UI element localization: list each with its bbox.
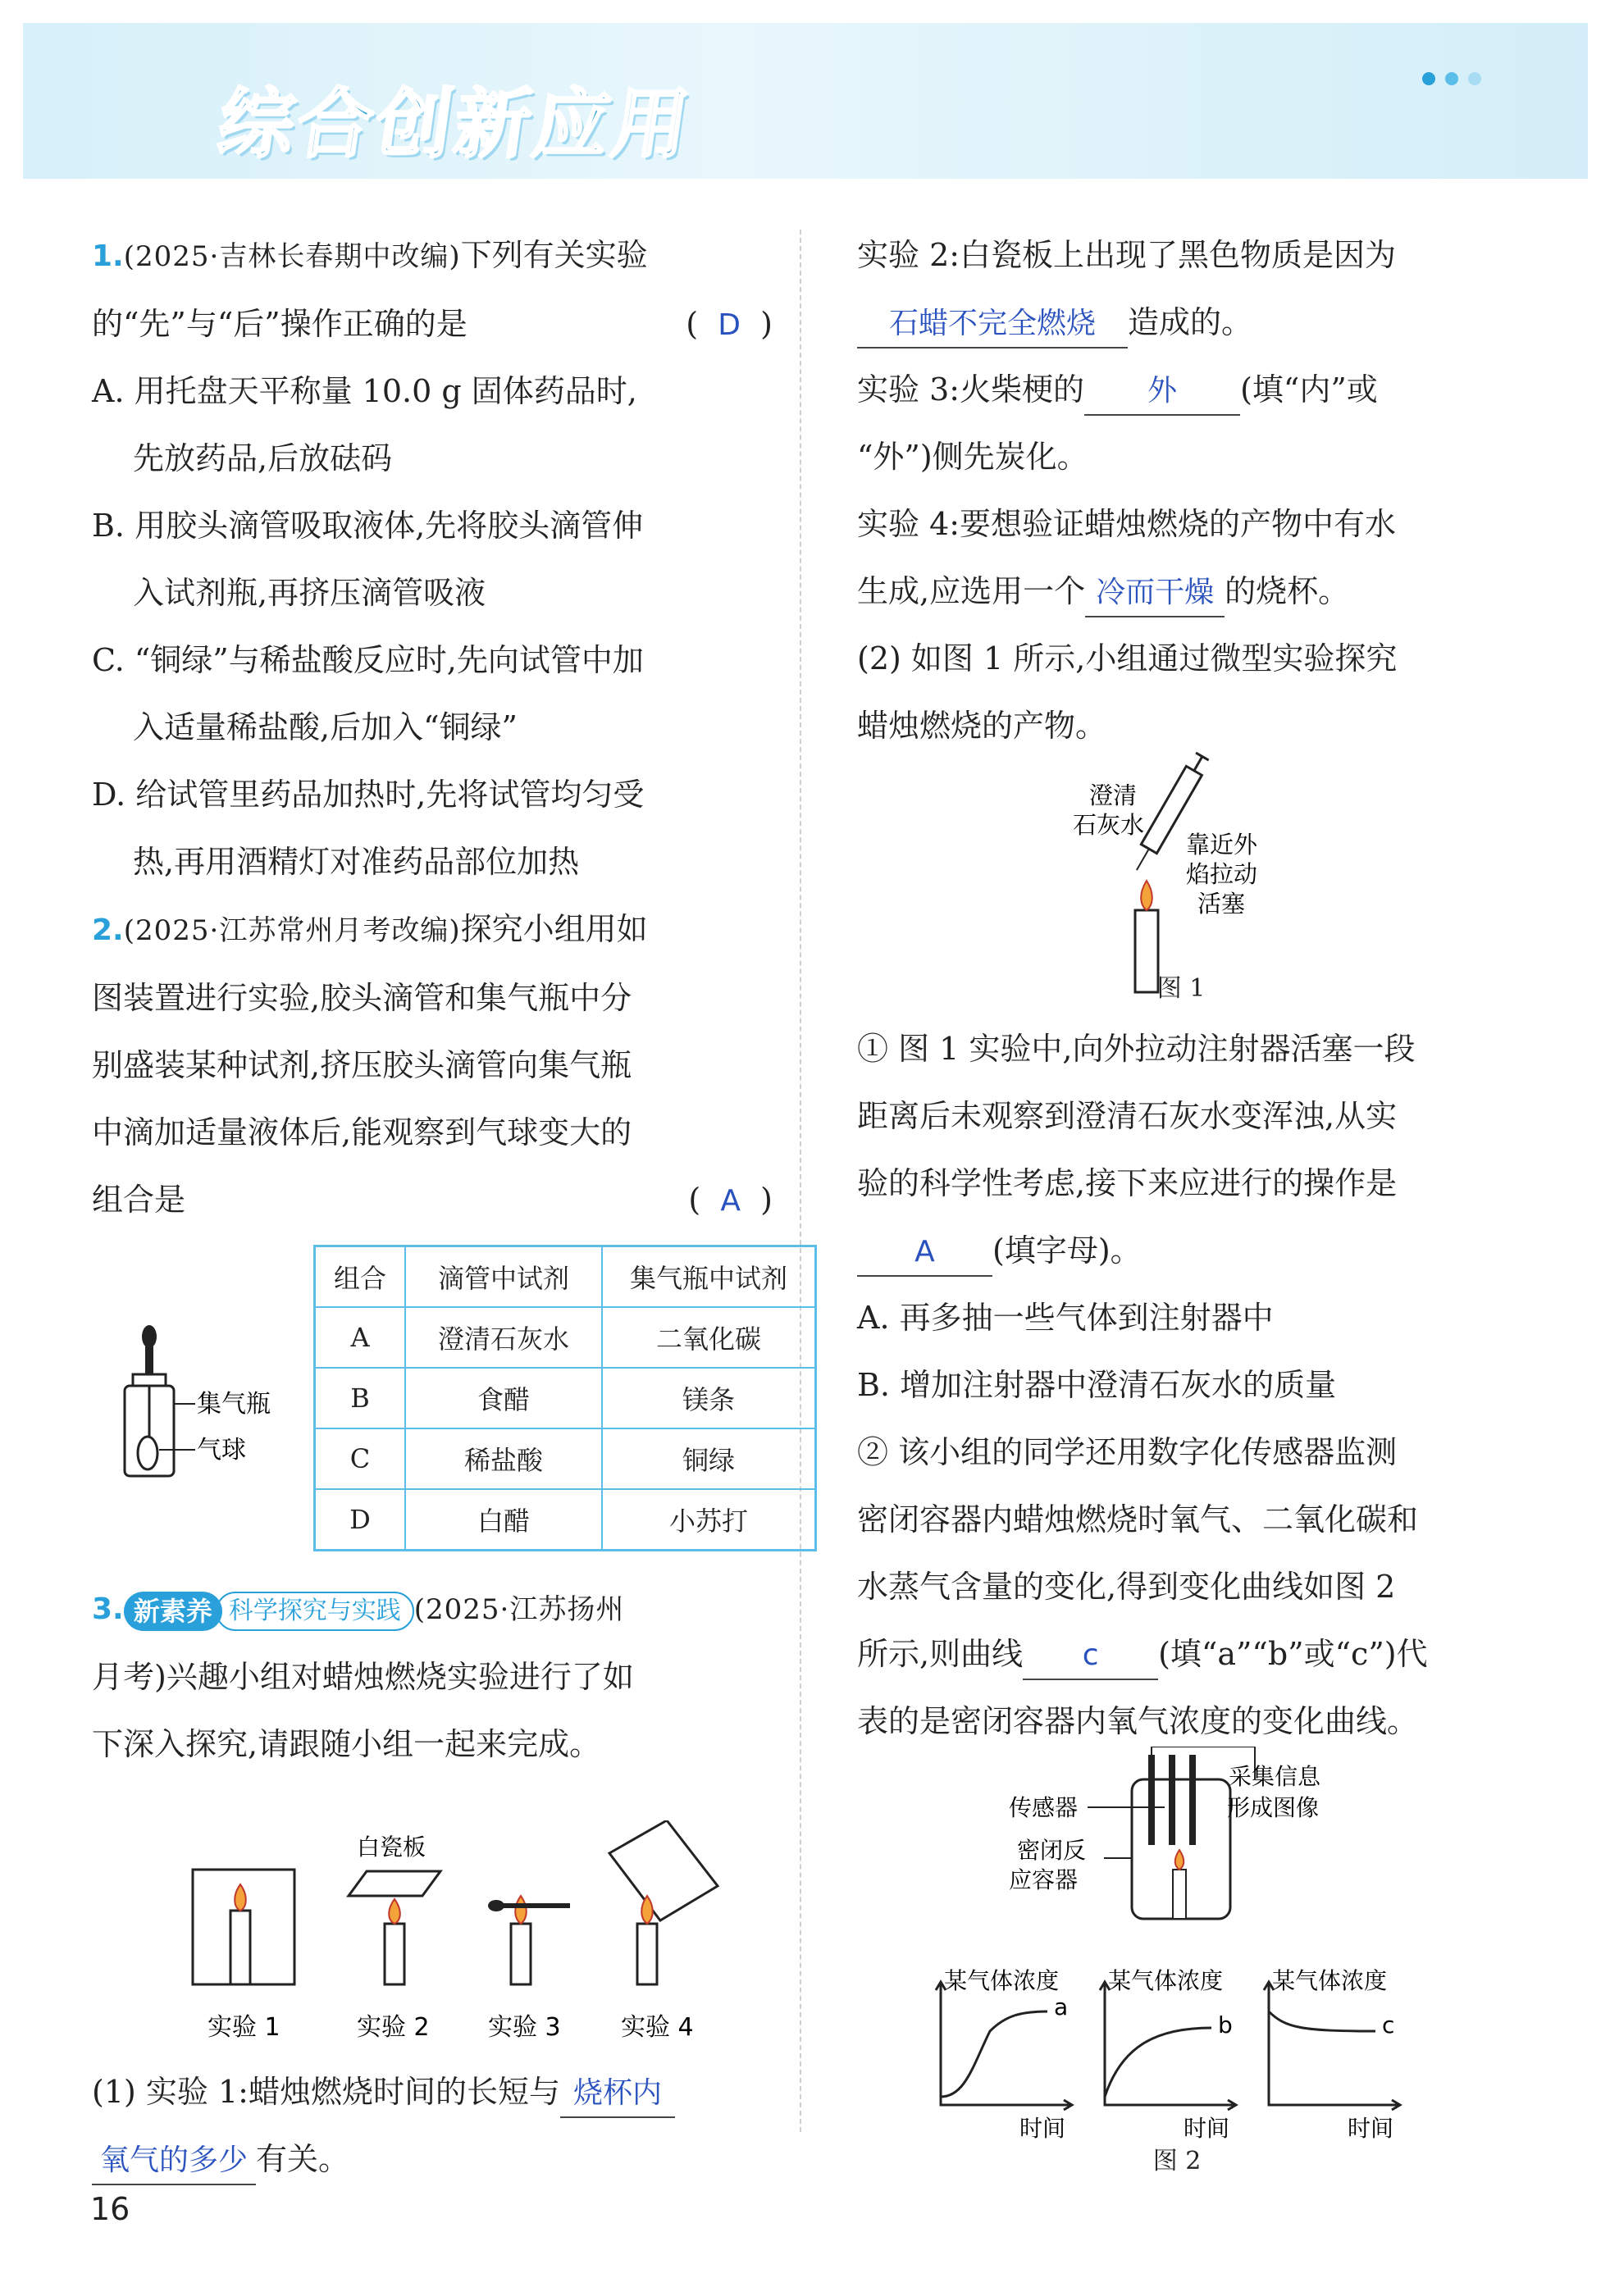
- bottle-stopper: [133, 1374, 166, 1386]
- exp3-tail: (填“内”或: [1240, 371, 1378, 408]
- q1-option-b-text1: B. 用胶头滴管吸取液体,先将胶头滴管伸: [92, 508, 644, 544]
- sensor-rod: [1189, 1755, 1196, 1845]
- experiment-4-drawing: [609, 1820, 718, 1984]
- concentration-graphs: [936, 1967, 1400, 2142]
- page-number: 16: [90, 2191, 130, 2227]
- graph-ylabel: 某气体浓度: [944, 1967, 1060, 1994]
- exp3-answer: 外: [1084, 368, 1240, 416]
- q1-option-a-text1: A. 用托盘天平称量 10.0 g 固体药品时,: [92, 373, 637, 409]
- q1-answer-paren: ( D ): [686, 306, 773, 342]
- graph-xlabel: 时间: [1019, 2115, 1066, 2142]
- left-column: [92, 221, 773, 1235]
- experiment-2-drawing: [349, 1834, 440, 1984]
- experiment-label: 实验 2: [357, 2013, 430, 2042]
- graph-c: [1264, 1967, 1400, 2142]
- q1-option-a: [92, 358, 773, 492]
- fig1-label: 焰拉动: [1186, 860, 1258, 888]
- section-header: [23, 23, 1588, 179]
- sensor-rod: [1169, 1755, 1175, 1845]
- s2-answer: c: [1023, 1633, 1158, 1680]
- table-cell: 二氧化碳: [602, 1307, 816, 1368]
- q1-source: (2025·吉林长春期中改编): [123, 240, 461, 273]
- q1-option-c-text1: C. “铜绿”与稀盐酸反应时,先向试管中加: [92, 642, 644, 678]
- graph-ylabel: 某气体浓度: [1272, 1967, 1388, 1994]
- q3-part1-answer-a: 烧杯内: [560, 2070, 675, 2118]
- curve-label: c: [1382, 2011, 1395, 2039]
- q3-line1: [92, 1574, 773, 1643]
- q3-part1: [92, 2058, 773, 2193]
- fig2-label: 应容器: [1009, 1866, 1079, 1893]
- q2-apparatus-figure: [115, 1312, 312, 1492]
- q2-reagent-table: [313, 1245, 817, 1551]
- table-cell: 稀盐酸: [405, 1428, 602, 1489]
- fig1-label: 澄清: [1089, 781, 1138, 809]
- flame: [389, 1899, 400, 1924]
- gas-bottle-label: 集气瓶: [197, 1390, 271, 1419]
- q3-tag: 新素养: [124, 1592, 222, 1631]
- q2-text-3: 别盛装某种试剂,挤压胶头滴管向集气瓶: [92, 1047, 632, 1083]
- flame: [235, 1884, 246, 1911]
- q3-part1-line1: [92, 2058, 773, 2125]
- candle: [230, 1911, 250, 1984]
- sensor-rod: [1148, 1755, 1155, 1845]
- fig2-label: 传感器: [1009, 1794, 1079, 1821]
- table-cell: 白醋: [405, 1489, 602, 1551]
- right-column: [857, 221, 1505, 759]
- q1-line2: [92, 290, 773, 358]
- s2-text-1: ② 该小组的同学还用数字化传感器监测: [857, 1434, 1398, 1470]
- table-row: [315, 1428, 816, 1489]
- exp4-line2: [857, 558, 1505, 625]
- syringe-plunger: [1194, 757, 1202, 771]
- graph-axis: [1269, 1982, 1400, 2105]
- s1-option-b: B. 增加注射器中澄清石灰水的质量: [857, 1367, 1337, 1403]
- figure-2-apparatus: [1009, 1747, 1353, 1935]
- match-head: [488, 1900, 504, 1911]
- table-cell: A: [315, 1307, 406, 1368]
- column-divider: [800, 230, 801, 2132]
- s1-option-a: A. 再多抽一些气体到注射器中: [857, 1300, 1274, 1336]
- table-cell: 镁条: [602, 1368, 816, 1428]
- curve-label: a: [1054, 1993, 1069, 2020]
- curve-a: [941, 2011, 1047, 2097]
- s2-line4: [857, 1620, 1505, 1688]
- experiment-3-drawing: [488, 1896, 570, 1984]
- section-title: 综合创新应用: [212, 80, 698, 168]
- q3-number: 3.: [92, 1592, 124, 1626]
- header-dots: [1412, 72, 1481, 89]
- exp4-answer: 冷而干燥: [1085, 570, 1225, 617]
- balloon: [138, 1437, 157, 1469]
- curve-label: b: [1218, 2011, 1233, 2039]
- table-cell: B: [315, 1368, 406, 1428]
- graph-a: [936, 1967, 1072, 2142]
- balloon-label: 气球: [197, 1436, 246, 1465]
- q1-line1: [92, 221, 773, 290]
- header-dot: [1445, 72, 1458, 85]
- table-cell: D: [315, 1489, 406, 1551]
- table-row: [315, 1368, 816, 1428]
- white-porcelain-plate: [349, 1871, 440, 1896]
- table-cell: 小苏打: [602, 1489, 816, 1551]
- q3-part1-line2: [92, 2125, 773, 2193]
- q3-text-1: 月考)兴趣小组对蜡烛燃烧实验进行了如: [92, 1659, 634, 1695]
- curve-b: [1105, 2028, 1211, 2097]
- q3-part1-answer-b: 氧气的多少: [92, 2138, 256, 2185]
- q2-text-5: 组合是: [92, 1182, 186, 1218]
- exp3-text: 实验 3:火柴梗的: [857, 371, 1085, 408]
- s1-answer: A: [857, 1229, 992, 1277]
- table-header-row: [315, 1246, 816, 1308]
- q2-text-4: 中滴加适量液体后,能观察到气球变大的: [92, 1114, 632, 1150]
- graph-xlabel: 时间: [1184, 2115, 1230, 2142]
- exp3-text-2: “外”)侧先炭化。: [857, 439, 1088, 475]
- experiment-label: 实验 3: [488, 2013, 561, 2042]
- q3-experiments-figure: [185, 1820, 726, 2050]
- q1-option-a-text2: 先放药品,后放砝码: [133, 440, 393, 476]
- table-header: 滴管中试剂: [405, 1246, 602, 1308]
- table-cell: 铜绿: [602, 1428, 816, 1489]
- table-cell: C: [315, 1428, 406, 1489]
- table-cell: 澄清石灰水: [405, 1307, 602, 1368]
- q2-answer-paren: ( A ): [688, 1182, 773, 1218]
- q2-number: 2.: [92, 913, 124, 947]
- q1-answer: D: [718, 308, 741, 342]
- s2-tail: (填“a”“b”或“c”)代: [1158, 1636, 1428, 1672]
- table-row: [315, 1307, 816, 1368]
- fig1-label: 靠近外: [1186, 831, 1258, 859]
- exp2-answer: 石蜡不完全燃烧: [857, 301, 1128, 348]
- s2-text-2: 密闭容器内蜡烛燃烧时氧气、二氧化碳和: [857, 1501, 1419, 1538]
- table-header: 集气瓶中试剂: [602, 1246, 816, 1308]
- figure-1-caption: 图 1: [1156, 974, 1206, 1003]
- table-cell: 食醋: [405, 1368, 602, 1428]
- exp4-text-2: 生成,应选用一个: [857, 573, 1086, 609]
- flame: [1141, 881, 1152, 910]
- beaker: [609, 1820, 718, 1920]
- right-column-2: [857, 1015, 1505, 1755]
- candle: [511, 1924, 531, 1984]
- header-dot: [1422, 72, 1435, 85]
- part2-text: (2) 如图 1 所示,小组通过微型实验探究: [857, 640, 1398, 676]
- syringe-needle: [1137, 849, 1149, 870]
- q1-stem-b: 的“先”与“后”操作正确的是: [92, 306, 467, 342]
- experiment-1-drawing: [193, 1870, 294, 1984]
- graph-b: [1100, 1967, 1236, 2142]
- s1-tail: (填字母)。: [992, 1232, 1142, 1269]
- q2-text-1: 探究小组用如: [460, 911, 648, 947]
- figure-2-graphs: [923, 1964, 1513, 2152]
- s2-text-5: 表的是密闭容器内氧气浓度的变化曲线。: [857, 1703, 1419, 1739]
- q1-option-c-text2: 入适量稀盐酸,后加入“铜绿”: [133, 709, 518, 745]
- part2-text-2: 蜡烛燃烧的产物。: [857, 708, 1107, 744]
- fig2-label: 形成图像: [1227, 1794, 1320, 1821]
- q2-answer: A: [720, 1184, 741, 1218]
- q3-text-2: 下深入探究,请跟随小组一起来完成。: [92, 1726, 601, 1762]
- s2-text-4: 所示,则曲线: [857, 1636, 1024, 1672]
- figure-2-caption: 图 2: [1152, 2147, 1202, 2175]
- header-dot: [1468, 72, 1481, 85]
- candle: [637, 1924, 657, 1984]
- candle: [1173, 1870, 1186, 1919]
- dropper-bulb: [142, 1325, 157, 1348]
- s2-text-3: 水蒸气含量的变化,得到变化曲线如图 2: [857, 1569, 1396, 1605]
- fig1-label: 石灰水: [1073, 811, 1145, 839]
- exp4-text: 实验 4:要想验证蜡烛燃烧的产物中有水: [857, 506, 1397, 542]
- q3-tag2: 科学探究与实践: [216, 1592, 414, 1631]
- table-row: [315, 1489, 816, 1551]
- q3-source: (2025·江苏扬州: [413, 1593, 625, 1626]
- q1-option-b-text2: 入试剂瓶,再挤压滴管吸液: [133, 575, 486, 611]
- exp2-line2: [857, 289, 1505, 356]
- q1-option-d: [92, 761, 773, 895]
- curve-c: [1269, 2011, 1375, 2031]
- syringe-plunger-end: [1196, 753, 1209, 760]
- s1-text-3: 验的科学性考虑,接下来应进行的操作是: [857, 1165, 1398, 1201]
- graph-xlabel: 时间: [1348, 2115, 1394, 2142]
- fig2-label: 密闭反: [1017, 1837, 1087, 1864]
- q2-source: (2025·江苏常州月考改编): [123, 914, 461, 947]
- experiment-label: 实验 4: [621, 2013, 694, 2042]
- q3-block: [92, 1574, 773, 1778]
- q1-number: 1.: [92, 239, 124, 273]
- experiment-label: 实验 1: [208, 2013, 280, 2042]
- fig1-label: 活塞: [1197, 890, 1246, 918]
- q1-option-b: [92, 492, 773, 626]
- graph-axis: [1105, 1982, 1236, 2105]
- q3-part1-tail: 有关。: [256, 2141, 350, 2177]
- figure-1-syringe: [1066, 746, 1312, 1000]
- exp2-text: 实验 2:白瓷板上出现了黑色物质是因为: [857, 237, 1397, 273]
- flame: [515, 1896, 527, 1924]
- q1-option-d-text2: 热,再用酒精灯对准药品部位加热: [133, 844, 580, 880]
- q1-stem-a: 下列有关实验: [460, 237, 648, 273]
- s1-text-1: ① 图 1 实验中,向外拉动注射器活塞一段: [857, 1031, 1416, 1067]
- candle: [385, 1924, 404, 1984]
- exp4-tail: 的烧杯。: [1225, 573, 1350, 609]
- q1-option-d-text1: D. 给试管里药品加热时,先将试管均匀受: [92, 777, 645, 813]
- graph-ylabel: 某气体浓度: [1108, 1967, 1224, 1994]
- q2-text-2: 图装置进行实验,胶头滴管和集气瓶中分: [92, 980, 632, 1016]
- plate-label: 白瓷板: [357, 1834, 426, 1861]
- exp3-line1: [857, 356, 1505, 423]
- q3-part1-text: (1) 实验 1:蜡烛燃烧时间的长短与: [92, 2074, 560, 2110]
- q2-line5: [92, 1166, 773, 1233]
- s1-line4: [857, 1217, 1505, 1284]
- table-header: 组合: [315, 1246, 406, 1308]
- s1-text-2: 距离后未观察到澄清石灰水变浑浊,从实: [857, 1098, 1398, 1134]
- fig2-label: 采集信息: [1229, 1763, 1321, 1790]
- exp2-tail: 造成的。: [1128, 304, 1253, 340]
- q2-line1: [92, 895, 773, 964]
- q1-option-c: [92, 626, 773, 761]
